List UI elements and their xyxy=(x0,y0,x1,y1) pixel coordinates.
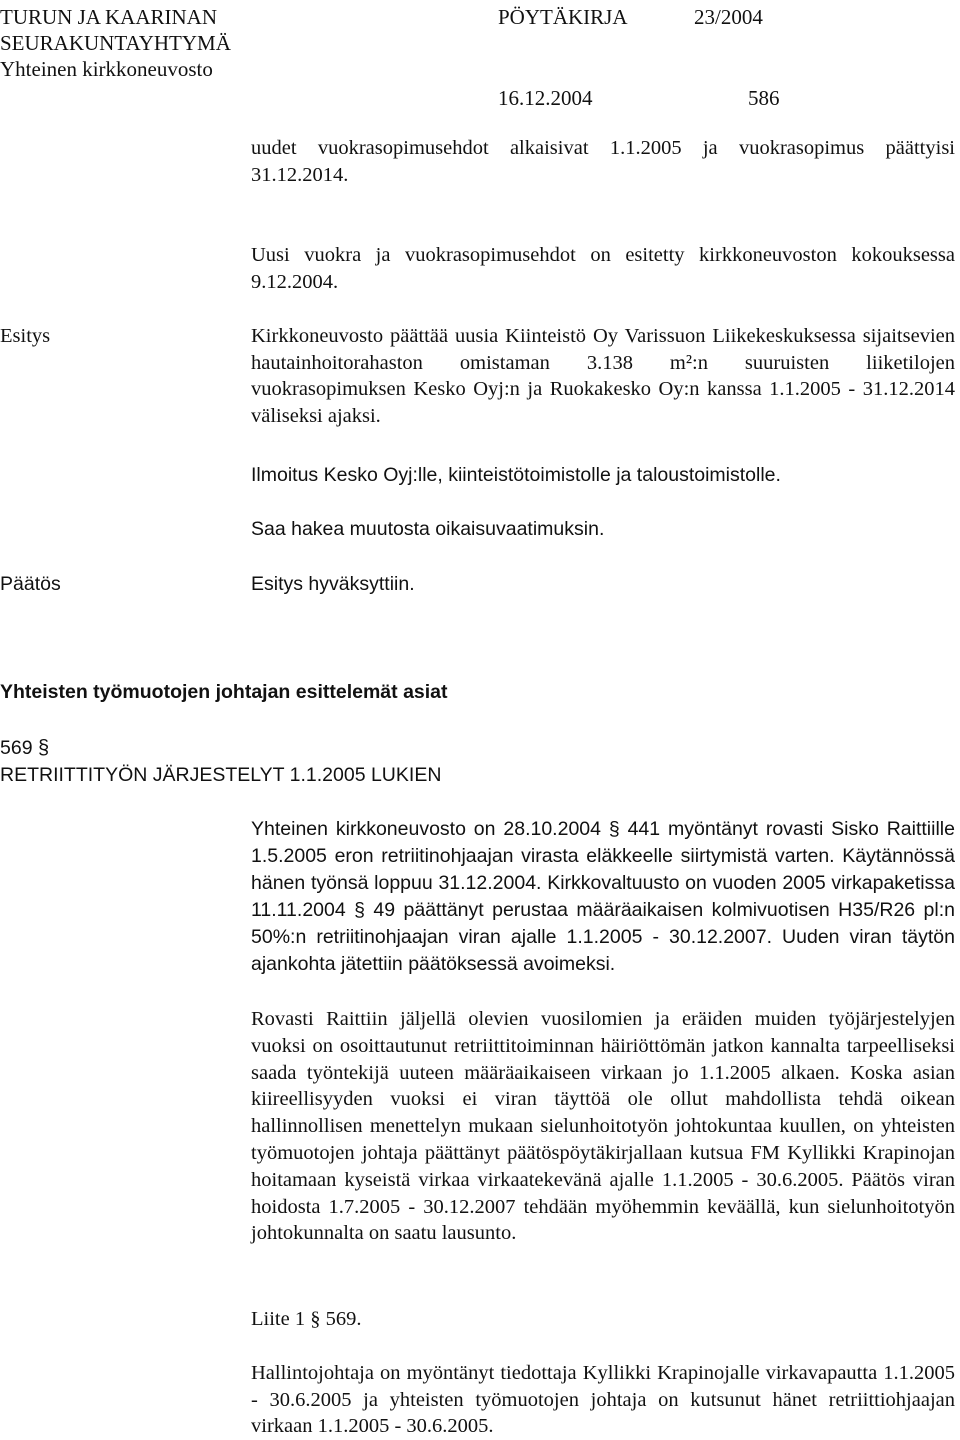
decision-label: Päätös xyxy=(0,573,61,595)
attachment-reference: Liite 1 § 569. xyxy=(251,1308,362,1330)
org-body-name: Yhteinen kirkkoneuvosto xyxy=(0,57,213,81)
document-number: 23/2004 xyxy=(694,5,763,29)
org-name-line2: SEURAKUNTAYHTYMÄ xyxy=(0,31,231,55)
page-number: 586 xyxy=(748,86,780,110)
item-title: RETRIITTITYÖN JÄRJESTELYT 1.1.2005 LUKIEN xyxy=(0,764,442,786)
section-heading: Yhteisten työmuotojen johtajan esittelemät asiat xyxy=(0,681,448,703)
intro-paragraph-1: uudet vuokrasopimusehdot alkaisivat 1.1.2005 ja vuokrasopimus päättyisi 31.12.2014. xyxy=(251,137,955,186)
notice-text: Ilmoitus Kesko Oyj:lle, kiinteistötoimistolle ja taloustoimistolle. xyxy=(251,464,781,486)
proposal-text: Kirkkoneuvosto päättää uusia Kiinteistö Oy Varissuon Liikekeskuksessa sijaitsevien hautainhoitorahaston omistaman 3.138 m²:n suuruisten liiketilojen vuokrasopimuksen Kesko Oyj:n ja Ruokakesko Oy:n kanssa 1.1.2005 - 31.12.2014 väliseksi ajaksi. xyxy=(251,325,955,427)
item-paragraph-1: Yhteinen kirkkoneuvosto on 28.10.2004 § 441 myöntänyt rovasti Sisko Raittiille 1.5.2005 eron retriitinohjaajan virasta eläkkeelle siirtymistä varten. Käytännössä hänen työnsä loppuu 31.12.2004. Kirkkovaltuusto on vuoden 2005 virkapaketissa 11.11.2004 § 49 päättänyt perustaa määräaikaisen kolmivuotisen H35/R26 pl:n 50%:n retriitinohjaajan viran ajalle 1.1.2005 - 30.12.2007. Uuden viran täytön ajankohta jätettiin päätöksessä avoimeksi. xyxy=(251,818,955,975)
decision-text: Esitys hyväksyttiin. xyxy=(251,573,415,595)
item-paragraph-3: Hallintojohtaja on myöntänyt tiedottaja Kyllikki Krapinojalle virkavapautta 1.1.2005 - 30.6.2005 ja yhteisten työmuotojen johtaja on kutsunut hänet retriittiohjaajan virkaan 1.1.2005 - 30.6.2005. xyxy=(251,1362,955,1437)
appeal-text: Saa hakea muutosta oikaisuvaatimuksin. xyxy=(251,518,605,540)
org-name-line1: TURUN JA KAARINAN xyxy=(0,5,218,29)
item-paragraph-2: Rovasti Raittiin jäljellä olevien vuosilomien ja eräiden muiden työjärjestelyjen vuoksi on osoittautunut retriittitoiminnan häiriöttömän jatkon kannalta tarpeelliseksi saada työntekijä uuteen määräaikaiseen virkaan jo 1.1.2005 alkaen. Koska asian kiireellisyyden vuoksi ei viran täyttöä ole ollut mahdollista tehdä oikean hallinnollisen menettelyn mukaan sielunhoitotyön johtokuntaa kuullen, on yhteisten työmuotojen johtaja päättänyt päätöspöytäkirjallaan kutsua FM Kyllikki Krapinojan hoitamaan kyseistä virkaa virkaatekevänä ajalle 1.1.2005 - 30.6.2005. Päätös viran hoidosta 1.7.2005 - 30.12.2007 tehdään myöhemmin keväällä, kun sielunhoitotyön johtokunnalta on saatu lausunto. xyxy=(251,1008,955,1245)
item-number-line xyxy=(0,735,49,762)
section-sign: § xyxy=(37,737,50,759)
proposal-label: Esitys xyxy=(0,325,51,347)
item-number: 569 xyxy=(0,737,33,759)
document-type: PÖYTÄKIRJA xyxy=(498,5,628,29)
intro-paragraph-2: Uusi vuokra ja vuokrasopimusehdot on esitetty kirkkoneuvoston kokouksessa 9.12.2004. xyxy=(251,244,955,293)
meeting-date: 16.12.2004 xyxy=(498,86,593,110)
